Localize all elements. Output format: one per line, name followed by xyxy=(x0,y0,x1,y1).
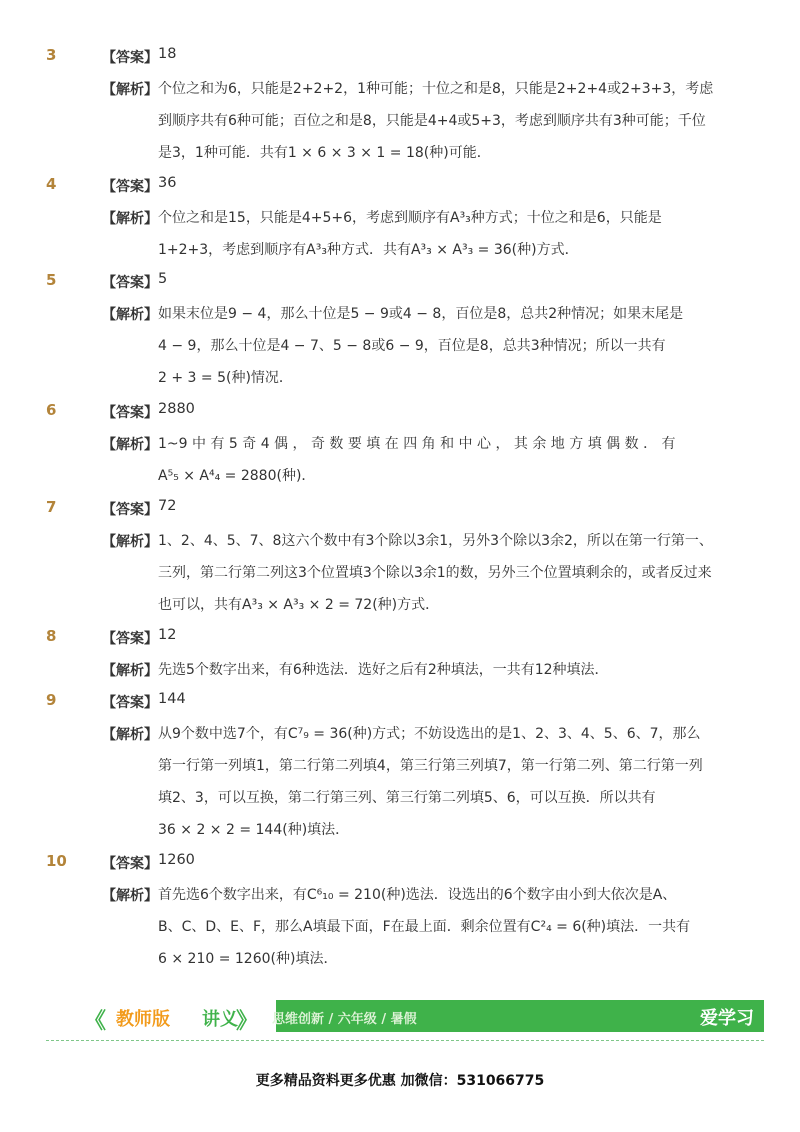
answer-value: 12 xyxy=(158,627,177,643)
analysis-line: B、C、D、E、F，那么A填最下面，F在最上面．剩余位置有C²₄ = 6(种)填法．一共有 xyxy=(158,919,691,935)
question-number: 7 xyxy=(46,498,57,516)
analysis-line: 1~9 中 有 5 奇 4 偶 ， 奇 数 要 填 在 四 角 和 中 心 ， 其 余 地 方 填 偶 数 ． 有 xyxy=(158,436,676,452)
analysis-label: 【解析】 xyxy=(102,82,158,98)
answer-value: 144 xyxy=(158,691,186,707)
answer-label: 【答案】 xyxy=(102,631,158,647)
analysis-label: 【解析】 xyxy=(102,727,158,743)
analysis-line: 第一行第一列填1，第二行第二列填4，第三行第三列填7，第一行第二列、第二行第一列 xyxy=(158,758,703,774)
footer-banner xyxy=(46,1000,764,1032)
analysis-label: 【解析】 xyxy=(102,888,158,904)
banner-subtitle: 思维创新 / 六年级 / 暑假 xyxy=(272,1012,417,1027)
analysis-line: 36 × 2 × 2 = 144(种)填法． xyxy=(158,822,350,838)
question-number: 5 xyxy=(46,271,57,289)
analysis-line: 首先选6个数字出来，有C⁶₁₀ = 210(种)选法．设选出的6个数字由小到大依次是A、 xyxy=(158,887,677,903)
answer-value: 36 xyxy=(158,175,177,191)
analysis-line: 从9个数中选7个，有C⁷₉ = 36(种)方式；不妨设选出的是1、2、3、4、5、6、7，那么 xyxy=(158,726,701,742)
analysis-line: 1、2、4、5、7、8这六个数中有3个除以3余1，另外3个除以3余2，所以在第一行第一、 xyxy=(158,533,713,549)
dashed-divider xyxy=(46,1040,764,1041)
analysis-line: 先选5个数字出来，有6种选法．选好之后有2种填法，一共有12种填法． xyxy=(158,662,609,678)
answer-label: 【答案】 xyxy=(102,275,158,291)
analysis-line: A⁵₅ × A⁴₄ = 2880(种)． xyxy=(158,468,316,484)
answer-value: 18 xyxy=(158,46,177,62)
answer-label: 【答案】 xyxy=(102,50,158,66)
analysis-line: 4 − 9，那么十位是4 − 7、5 − 8或6 − 9，百位是8，总共3种情况；所以一共有 xyxy=(158,338,666,354)
footer-contact: 更多精品资料更多优惠 加微信：531066775 xyxy=(255,1073,545,1089)
analysis-line: 三列，第二行第二列这3个位置填3个除以3余1的数，另外三个位置填剩余的，或者反过来 xyxy=(158,565,712,581)
analysis-line: 填2、3，可以互换，第二行第三列、第三行第二列填5、6，可以互换．所以共有 xyxy=(158,790,656,806)
analysis-line: 6 × 210 = 1260(种)填法． xyxy=(158,951,338,967)
double-chevron-icon: 《 xyxy=(84,1009,107,1034)
analysis-line: 个位之和是15，只能是4+5+6，考虑到顺序有A³₃种方式；十位之和是6，只能是 xyxy=(158,210,662,226)
answer-label: 【答案】 xyxy=(102,502,158,518)
question-number: 4 xyxy=(46,175,57,193)
analysis-label: 【解析】 xyxy=(102,437,158,453)
analysis-label: 【解析】 xyxy=(102,663,158,679)
answer-label: 【答案】 xyxy=(102,695,158,711)
answer-label: 【答案】 xyxy=(102,405,158,421)
analysis-line: 也可以，共有A³₃ × A³₃ × 2 = 72(种)方式． xyxy=(158,597,440,613)
question-number: 9 xyxy=(46,691,57,709)
answer-value: 5 xyxy=(158,271,168,287)
question-number: 10 xyxy=(46,852,67,870)
question-number: 3 xyxy=(46,46,57,64)
analysis-line: 2 + 3 = 5(种)情况． xyxy=(158,370,293,386)
answer-value: 2880 xyxy=(158,401,195,417)
answer-value: 1260 xyxy=(158,852,195,868)
brand-logo: 爱学习 xyxy=(700,1008,754,1029)
analysis-line: 个位之和为6，只能是2+2+2，1种可能；十位之和是8，只能是2+2+4或2+3+3，考虑 xyxy=(158,81,714,97)
double-chevron-right-icon: 》 xyxy=(236,1009,259,1034)
analysis-label: 【解析】 xyxy=(102,211,158,227)
analysis-line: 如果末位是9 − 4，那么十位是5 − 9或4 − 8，百位是8，总共2种情况；如果末尾是 xyxy=(158,306,684,322)
banner-title-teacher: 教师版 xyxy=(116,1009,170,1030)
analysis-line: 1+2+3，考虑到顺序有A³₃种方式．共有A³₃ × A³₃ = 36(种)方式． xyxy=(158,242,579,258)
answer-label: 【答案】 xyxy=(102,179,158,195)
analysis-line: 到顺序共有6种可能；百位之和是8，只能是4+4或5+3，考虑到顺序共有3种可能；千位 xyxy=(158,113,706,129)
analysis-label: 【解析】 xyxy=(102,307,158,323)
banner-title-lecture: 讲义 xyxy=(202,1009,238,1030)
answer-value: 72 xyxy=(158,498,177,514)
question-number: 8 xyxy=(46,627,57,645)
analysis-label: 【解析】 xyxy=(102,534,158,550)
question-number: 6 xyxy=(46,401,57,419)
answer-label: 【答案】 xyxy=(102,856,158,872)
analysis-line: 是3，1种可能．共有1 × 6 × 3 × 1 = 18(种)可能． xyxy=(158,145,491,161)
